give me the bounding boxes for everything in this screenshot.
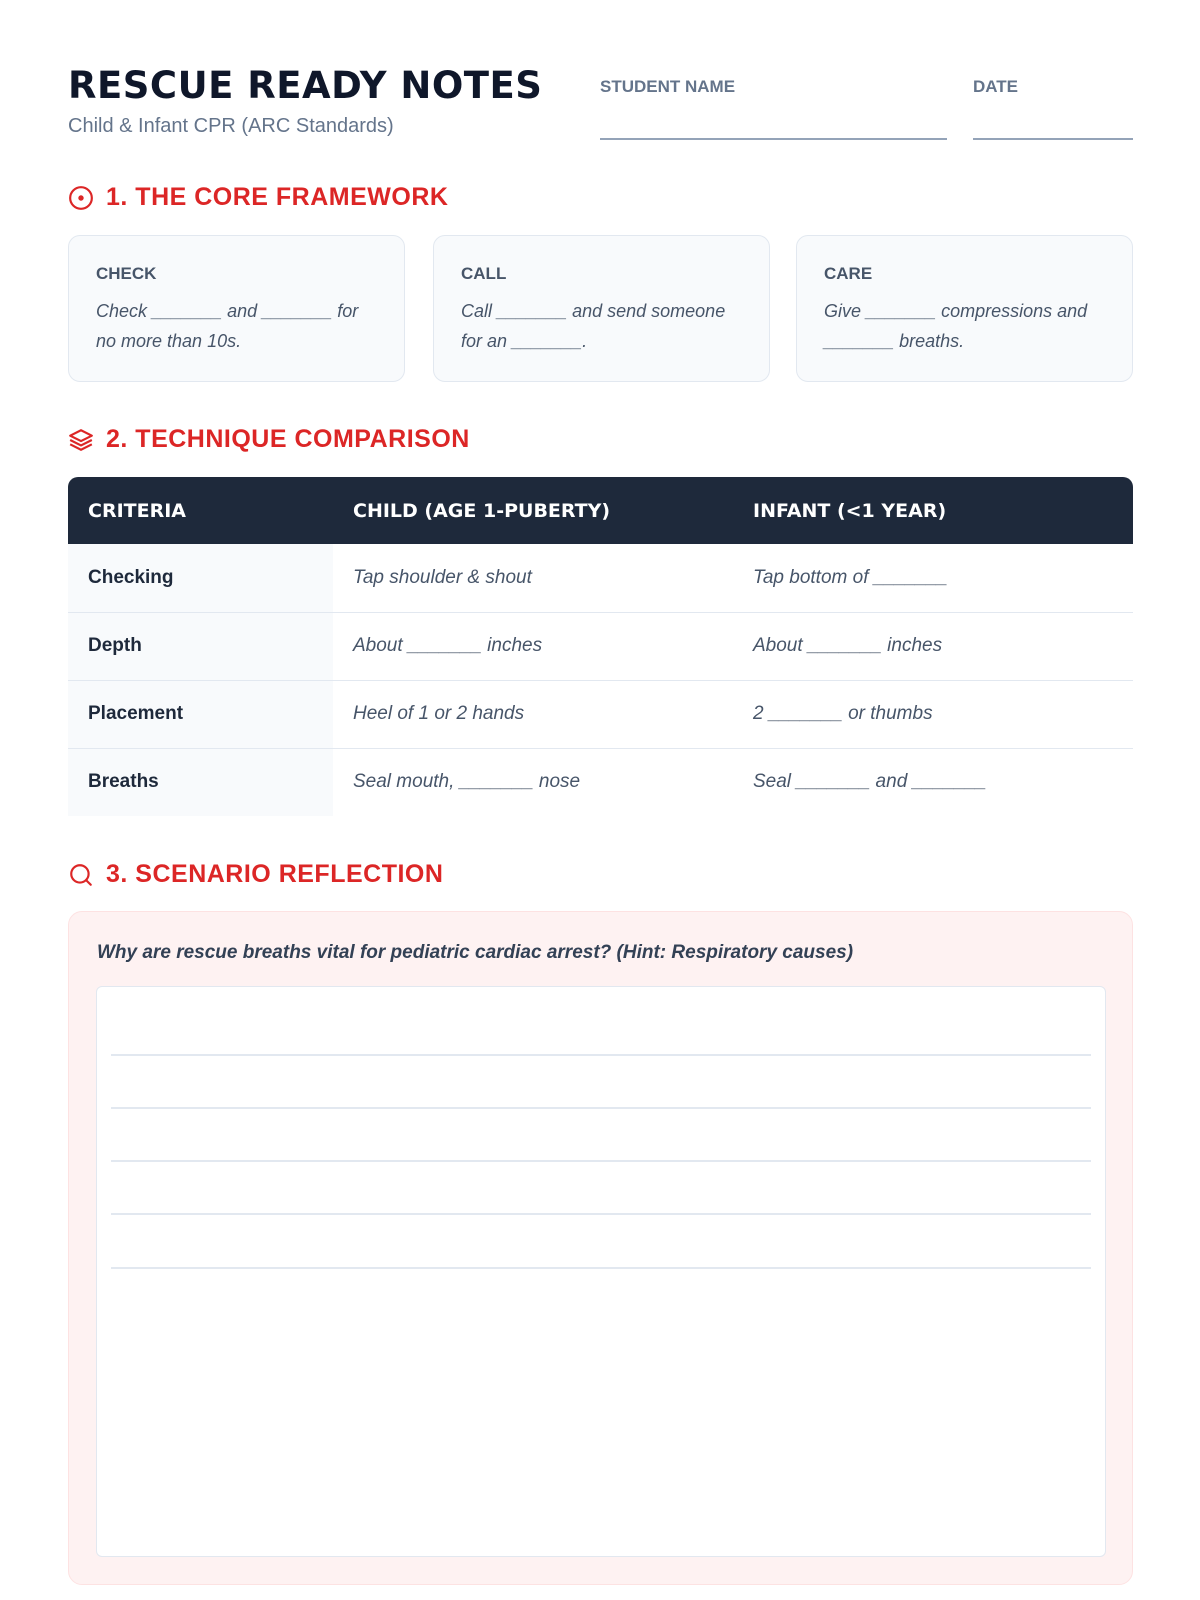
criteria-cell: Breaths — [68, 748, 333, 816]
child-cell: Seal mouth, _______ nose — [353, 771, 581, 793]
framework-card-call — [433, 235, 770, 382]
section-heading-comparison — [68, 425, 470, 454]
table-row — [68, 680, 1133, 748]
section-title: 3. SCENARIO REFLECTION — [106, 860, 444, 888]
section-heading-reflection — [68, 860, 443, 889]
card-title: CALL — [461, 264, 507, 283]
child-cell: About _______ inches — [333, 612, 733, 680]
table-row — [68, 748, 1133, 816]
column-header: INFANT (<1 YEAR) — [733, 477, 1133, 544]
criteria-cell: Checking — [68, 544, 333, 612]
card-text: Check _______ and _______ for no more than 10s. — [96, 301, 359, 351]
infant-cell: Tap bottom of _______ — [733, 544, 1133, 612]
table-row — [68, 544, 1133, 612]
page-title: RESCUE READY NOTES — [68, 64, 543, 107]
page-subtitle: Child & Infant CPR (ARC Standards) — [68, 115, 394, 137]
section-heading-framework — [68, 183, 448, 212]
criteria-cell: Placement — [68, 680, 333, 748]
card-text: Call _______ and send someone for an _______. — [461, 301, 726, 351]
date-field[interactable] — [973, 138, 1133, 140]
date-label: DATE — [973, 77, 1019, 96]
card-title: CARE — [824, 264, 873, 283]
ruled-line — [111, 1213, 1091, 1215]
infant-cell: 2 _______ or thumbs — [733, 680, 1133, 748]
target-icon — [68, 185, 94, 211]
search-icon — [68, 862, 94, 888]
card-title: CHECK — [96, 264, 157, 283]
section-title: 1. THE CORE FRAMEWORK — [106, 183, 449, 211]
card-text: Give _______ compressions and _______ breaths. — [824, 301, 1088, 351]
reflection-panel — [68, 911, 1133, 1585]
ruled-line — [111, 1054, 1091, 1056]
reflection-question: Why are rescue breaths vital for pediatric cardiac arrest? (Hint: Respiratory causes) — [97, 942, 854, 963]
column-header: CRITERIA — [68, 477, 333, 544]
infant-cell: Seal _______ and _______ — [753, 771, 987, 793]
reflection-answer-area[interactable] — [96, 986, 1106, 1557]
ruled-line — [111, 1267, 1091, 1269]
criteria-cell: Depth — [68, 612, 333, 680]
framework-card-care — [796, 235, 1133, 382]
ruled-line — [111, 1107, 1091, 1109]
child-cell: Heel of 1 or 2 hands — [333, 680, 733, 748]
layers-icon — [68, 427, 94, 453]
student-name-label: STUDENT NAME — [600, 77, 736, 96]
column-header: CHILD (AGE 1-PUBERTY) — [333, 477, 733, 544]
technique-comparison-table — [68, 477, 1133, 816]
student-name-field[interactable] — [600, 138, 947, 140]
table-row — [68, 612, 1133, 680]
ruled-line — [111, 1160, 1091, 1162]
framework-card-check — [68, 235, 405, 382]
infant-cell: About _______ inches — [733, 612, 1133, 680]
section-title: 2. TECHNIQUE COMPARISON — [106, 425, 470, 453]
child-cell: Tap shoulder & shout — [333, 544, 733, 612]
